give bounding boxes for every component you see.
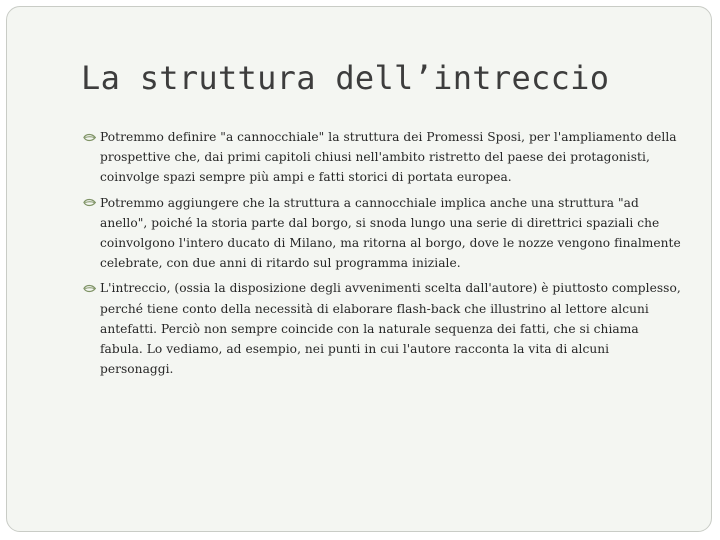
bullet-text: Potremmo aggiungere che la struttura a cannocchiale implica anche una struttura "ad anello", poiché la storia parte dal borgo, si snoda lungo una serie di direttrici spaziali che coinvolgono l'intero ducato di Milano, ma ritorna al borgo, dove le nozze vengono finalmente celebrate, con due anni di ritardo sul programma iniziale.: [100, 195, 681, 271]
bullet-item: [83, 127, 683, 188]
bullet-text: L'intreccio, (ossia la disposizione degli avvenimenti scelta dall'autore) è piuttosto complesso, perché tiene conto della necessità di elaborare flash-back che illustrino al lettore alcuni antefatti. Perciò non sempre coincide con la naturale sequenza dei fatti, che si chiama fabula. Lo vediamo, ad esempio, nei punti in cui l'autore racconta la vita di alcuni personaggi.: [100, 281, 681, 377]
slide: [6, 6, 712, 532]
leaf-bullet-icon: [83, 194, 100, 212]
bullet-list: [83, 127, 683, 384]
slide-title: La struttura dell’intreccio: [81, 59, 610, 97]
bullet-item: [83, 193, 683, 274]
bullet-item: [83, 278, 683, 379]
leaf-bullet-icon: [83, 279, 100, 297]
leaf-bullet-icon: [83, 128, 100, 146]
bullet-text: Potremmo definire "a cannocchiale" la struttura dei Promessi Sposi, per l'ampliamento della prospettive che, dai primi capitoli chiusi nell'ambito ristretto del paese dei protagonisti, coinvolge spazi sempre più ampi e fatti storici di portata europea.: [100, 130, 677, 185]
